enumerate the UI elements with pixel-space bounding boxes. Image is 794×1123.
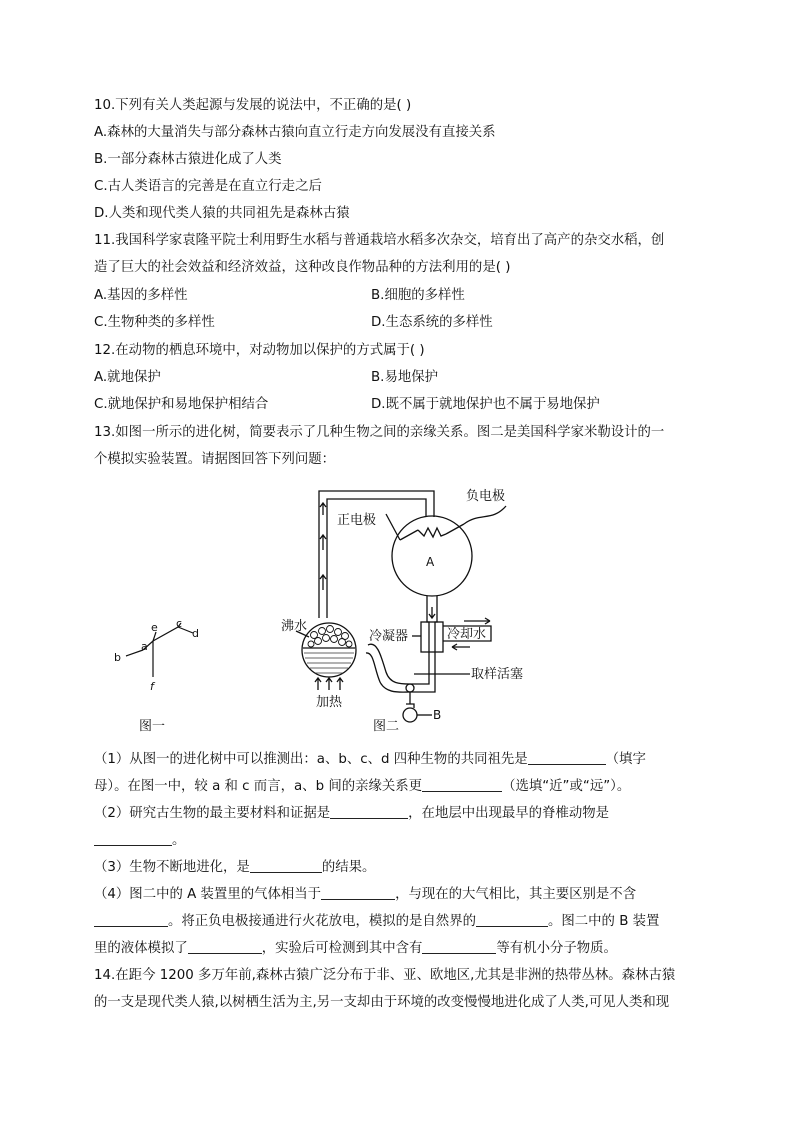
q11-option-c: C.生物种类的多样性 <box>94 315 215 330</box>
q11-option-b: B.细胞的多样性 <box>371 288 465 303</box>
positive-wire <box>386 514 400 540</box>
answer-blank[interactable] <box>422 777 502 792</box>
q13-part4-line2: 。将正负电极接通进行火花放电，模拟的是自然界的 。图二中的 B 装置 <box>94 912 659 931</box>
miller-apparatus-figure <box>296 491 506 722</box>
boiling-flask <box>302 623 356 677</box>
label-boiling-water: 沸水 <box>281 619 308 634</box>
figure-2-caption: 图二 <box>373 719 400 734</box>
evolution-tree-figure <box>126 623 193 677</box>
sampling-valve <box>406 684 414 692</box>
answer-blank[interactable] <box>188 939 262 954</box>
q10-option-d: D.人类和现代类人猿的共同祖先是森林古猿 <box>94 206 350 221</box>
answer-blank[interactable] <box>94 912 168 927</box>
heat-arrow-3 <box>337 678 343 690</box>
flow-arrow-3 <box>320 503 326 515</box>
label-condenser: 冷凝器 <box>369 629 409 644</box>
negative-wire <box>464 506 506 524</box>
q10-stem: 10.下列有关人类起源与发展的说法中，不正确的是( ) <box>94 98 412 113</box>
label-sampling-valve: 取样活塞 <box>471 667 524 682</box>
answer-blank[interactable] <box>528 750 606 765</box>
q12-option-b: B.易地保护 <box>371 370 439 385</box>
cooling-arrow-out <box>464 618 490 624</box>
q13-part2-line1: （2）研究古生物的最主要材料和证据是 ，在地层中出现最早的脊椎动物是 <box>94 806 610 821</box>
answer-blank[interactable] <box>321 885 395 900</box>
answer-blank[interactable] <box>476 912 548 927</box>
spark-icon <box>418 528 446 537</box>
q14-line1: 14.在距今 1200 多万年前,森林古猿广泛分布于非、亚、欧地区,尤其是非洲的热带丛林。森林古猿 <box>94 968 676 983</box>
label-flask-b: B <box>433 708 442 722</box>
q11-option-a: A.基因的多样性 <box>94 288 188 303</box>
heat-arrow-1 <box>315 678 321 690</box>
u-tube-outer <box>368 644 429 684</box>
tree-label-c: c <box>176 617 183 630</box>
label-heating: 加热 <box>316 695 343 710</box>
u-tube-inner <box>366 653 435 692</box>
q14-line2: 的一支是现代类人猿,以树栖生活为主,另一支却由于环境的改变慢慢地进化成了人类,可见人类和现 <box>94 995 670 1010</box>
label-flask-a: A <box>426 555 435 569</box>
flow-arrow-down <box>429 607 435 618</box>
q11-option-d: D.生态系统的多样性 <box>371 315 493 330</box>
q13-stem-line1: 13.如图一所示的进化树，简要表示了几种生物之间的亲缘关系。图二是美国科学家米勒设计的一 <box>94 425 665 440</box>
q10-option-b: B.一部分森林古猿进化成了人类 <box>94 152 282 167</box>
flow-arrow-2 <box>320 535 326 550</box>
q11-stem-line1: 11.我国科学家袁隆平院士利用野生水稻与普通栽培水稻多次杂交，培育出了高产的杂交水稻，创 <box>94 233 665 248</box>
q12-stem: 12.在动物的栖息环境中，对动物加以保护的方式属于( ) <box>94 343 425 358</box>
condenser-tube-left <box>427 596 429 675</box>
label-positive-electrode: 正电极 <box>337 513 377 528</box>
flask-b <box>403 708 417 722</box>
q13-part4-line1: （4）图二中的 A 装置里的气体相当于 ，与现在的大气相比，其主要区别是不含 <box>94 887 637 902</box>
q12-option-d: D.既不属于就地保护也不属于易地保护 <box>371 397 600 412</box>
tree-label-f: f <box>150 680 154 693</box>
positive-electrode <box>400 530 418 540</box>
answer-blank[interactable] <box>330 804 408 819</box>
answer-blank[interactable] <box>422 939 496 954</box>
q13-stem-line2: 个模拟实验装置。请据图回答下列问题： <box>94 452 336 467</box>
figure-1-caption: 图一 <box>139 719 166 734</box>
tree-label-a: a <box>141 640 148 653</box>
tree-label-d: d <box>192 627 199 640</box>
answer-blank[interactable] <box>94 831 172 846</box>
q12-option-c: C.就地保护和易地保护相结合 <box>94 397 269 412</box>
heat-arrow-2 <box>326 678 332 690</box>
answer-blank[interactable] <box>250 858 322 873</box>
cooling-arrow-in <box>452 644 470 650</box>
label-cooling-water: 冷却水 <box>447 627 487 642</box>
q10-option-c: C.古人类语言的完善是在直立行走之后 <box>94 179 322 194</box>
q11-stem-line2: 造了巨大的社会效益和经济效益，这种改良作物品种的方法利用的是( ) <box>94 260 511 275</box>
q13-part4-line3: 里的液体模拟了 ，实验后可检测到其中含有 等有机小分子物质。 <box>94 941 617 956</box>
flow-arrow-1 <box>320 575 326 590</box>
q12-option-a: A.就地保护 <box>94 370 161 385</box>
tree-label-e: e <box>151 621 158 634</box>
tree-label-b: b <box>114 651 121 664</box>
q13-part1-line2: 母）。在图一中，较 a 和 c 而言，a、b 间的亲缘关系更 （选填“近”或“远”）。 <box>94 779 631 794</box>
label-negative-electrode: 负电极 <box>466 489 506 504</box>
apparatus-tube-outer <box>319 491 434 618</box>
q10-option-a: A.森林的大量消失与部分森林古猿向直立行走方向发展没有直接关系 <box>94 125 496 140</box>
q13-part1-line1: （1）从图一的进化树中可以推测出：a、b、c、d 四种生物的共同祖先是 （填字 <box>94 752 646 767</box>
condenser-jacket <box>421 622 443 652</box>
q13-part3: （3）生物不断地进化，是 的结果。 <box>94 860 376 875</box>
condenser-tube-right <box>435 596 437 675</box>
q13-part2-line2: 。 <box>94 831 185 850</box>
